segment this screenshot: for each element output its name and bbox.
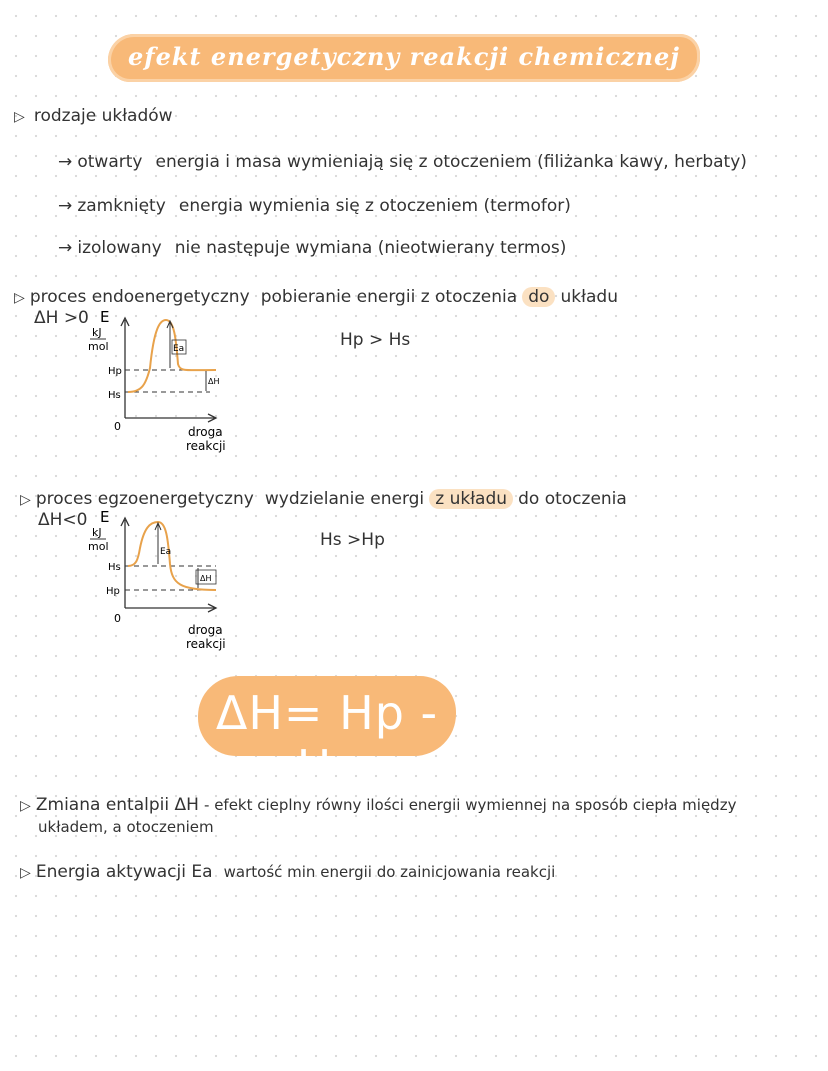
definition-text: wartość min energii do zainicjowania reakcji [223,863,556,881]
egzo-label: proces egzoenergetyczny [35,489,254,509]
x-axis-label-2: reakcji [186,637,226,651]
system-desc: nie następuje wymiana (nieotwierany termos) [174,238,567,258]
endo-desc: pobieranie energii z otoczenia [260,287,518,307]
egzo-desc: wydzielanie energi [264,489,425,509]
system-desc: energia i masa wymieniają się z otoczeniem (filiżanka kawy, herbaty) [155,152,747,172]
systems-heading: rodzaje układów [33,106,173,126]
system-name: zamknięty [77,196,166,216]
system-desc: energia wymienia się z otoczeniem (termofor) [178,196,571,216]
system-item-closed [58,196,571,216]
system-item-open [58,152,747,172]
h-top-label: Hs [108,562,121,573]
h-bottom-label: Hs [108,390,121,401]
definition-text-continued: układem, a otoczeniem [38,818,214,836]
definition-enthalpy [20,795,736,815]
endo-condition: ΔH >0 [34,308,89,328]
h-bottom-label: Hp [106,586,120,597]
egzo-highlight: z układu [429,489,513,509]
arrow-icon: → [58,152,73,172]
y-axis-label: E [100,508,110,526]
triangle-bullet-icon: ▷ [20,492,31,508]
endo-heading [14,287,618,307]
egzo-tail: do otoczenia [518,489,627,509]
definition-text: - efekt cieplny równy ilości energii wymiennej na sposób ciepła między [204,796,737,814]
endo-energy-diagram [70,308,240,458]
x-axis-label-1: droga [188,425,223,439]
y-unit-num: kJ [92,526,102,539]
x-axis-label-2: reakcji [186,439,226,453]
endo-highlight: do [522,287,555,307]
formula-highlight [198,676,456,794]
y-axis-label: E [100,308,110,326]
x-axis-label-1: droga [188,623,223,637]
origin-label: 0 [114,612,121,625]
definition-term: Energia aktywacji Ea [35,862,213,882]
endo-label: proces endoenergetyczny [29,287,250,307]
endo-tail: układu [560,287,618,307]
triangle-bullet-icon: ▷ [14,290,25,306]
page-title: efekt energetyczny reakcji chemicznej [128,42,680,71]
system-item-isolated [58,238,566,258]
y-unit-den: mol [88,340,109,353]
triangle-bullet-icon: ▷ [14,109,25,125]
enthalpy-formula: ΔH= Hp - Hs [215,686,439,794]
endo-relation: Hp > Hs [340,330,411,350]
ea-label: Ea [160,547,172,557]
title-banner [108,34,700,82]
dh-label: ΔH [200,574,212,583]
system-name: izolowany [77,238,162,258]
egzo-condition: ΔH<0 [38,510,88,530]
dh-label: ΔH [208,377,220,386]
y-unit-den: mol [88,540,109,553]
egzo-relation: Hs >Hp [320,530,385,550]
energy-curve [128,320,216,392]
h-top-label: Hp [108,366,122,377]
arrow-icon: → [58,196,73,216]
origin-label: 0 [114,420,121,433]
triangle-bullet-icon: ▷ [20,798,31,814]
ea-label: Ea [173,344,185,354]
egzo-heading [20,489,627,509]
y-unit-num: kJ [92,326,102,339]
egzo-energy-diagram [70,508,240,658]
arrow-icon: → [58,238,73,258]
definition-term: Zmiana entalpii ΔH [35,795,199,815]
triangle-bullet-icon: ▷ [20,865,31,881]
definition-activation [20,862,555,882]
systems-section [14,106,173,126]
system-name: otwarty [77,152,143,172]
